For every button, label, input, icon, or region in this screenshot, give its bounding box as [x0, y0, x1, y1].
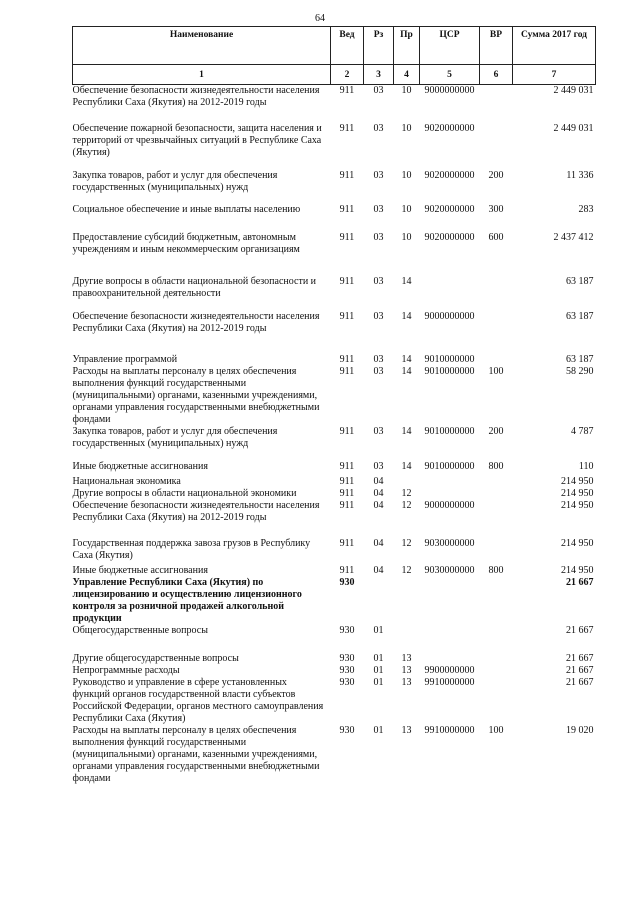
cell-rz: 03 — [373, 85, 384, 96]
cell-sum: 214 950 — [561, 565, 594, 576]
cell-ved: 911 — [339, 488, 355, 499]
cell-vr: 800 — [488, 461, 504, 472]
cell-pr — [394, 476, 420, 488]
cell-csr — [420, 476, 480, 488]
cell-sum: 214 950 — [561, 488, 594, 499]
cell-csr — [420, 488, 480, 500]
cell-ved: 911 — [339, 500, 355, 511]
cell-name: Обеспечение пожарной безопасности, защита населения и территорий от чрезвычайных ситуаций в Республике Саха (Якутия) — [72, 123, 322, 158]
table-row — [73, 488, 596, 500]
cell-pr: 13 — [401, 665, 412, 676]
cell-pr — [394, 625, 420, 653]
cell-rz: 01 — [373, 665, 384, 676]
cell-csr: 9030000000 — [424, 538, 475, 549]
budget-table — [72, 26, 596, 822]
cell-rz: 03 — [373, 276, 384, 287]
cell-pr: 14 — [401, 311, 412, 322]
cell-rz: 03 — [373, 204, 384, 215]
cell-rz: 04 — [373, 565, 384, 576]
cell-vr — [480, 85, 513, 124]
cell-sum: 63 187 — [566, 276, 594, 287]
cell-csr: 9000000000 — [424, 311, 475, 322]
cell-vr — [480, 276, 513, 311]
cell-vr — [480, 577, 513, 625]
cell-rz — [364, 577, 394, 625]
cell-ved: 911 — [339, 170, 355, 181]
cell-name: Непрограммные расходы — [72, 665, 180, 676]
cell-ved: 930 — [339, 665, 355, 676]
cell-vr: 100 — [488, 725, 504, 736]
cell-sum: 214 950 — [561, 500, 594, 511]
cell-sum: 110 — [578, 461, 594, 472]
cell-vr — [480, 500, 513, 538]
cell-ved: 911 — [339, 476, 355, 487]
table-row — [73, 577, 596, 625]
cell-pr: 12 — [401, 565, 412, 576]
cell-ved: 911 — [339, 204, 355, 215]
cell-rz: 04 — [373, 476, 384, 487]
cell-csr — [420, 577, 480, 625]
cell-vr: 200 — [488, 426, 504, 437]
cell-rz: 01 — [373, 653, 384, 664]
cell-rz: 04 — [373, 538, 384, 549]
col-number: 5 — [420, 65, 480, 85]
cell-pr: 10 — [401, 85, 412, 96]
cell-name: Руководство и управление в сфере установленных функций органов государственной власти субъектов Российской Федерации, органов местного самоуправления Республики Саха (Якутия) — [72, 677, 324, 724]
table-row — [73, 123, 596, 170]
cell-pr: 10 — [401, 123, 412, 134]
table-row — [73, 426, 596, 461]
cell-ved: 911 — [339, 276, 355, 287]
cell-csr — [420, 625, 480, 653]
cell-rz: 03 — [373, 354, 384, 365]
column-number-row — [73, 65, 596, 85]
cell-ved: 911 — [339, 232, 355, 243]
cell-name: Иные бюджетные ассигнования — [72, 565, 208, 576]
cell-rz: 03 — [373, 170, 384, 181]
cell-csr: 9010000000 — [424, 461, 475, 472]
cell-vr: 800 — [488, 565, 504, 576]
cell-name: Социальное обеспечение и иные выплаты населению — [72, 204, 301, 215]
cell-pr: 12 — [401, 538, 412, 549]
cell-sum: 2 437 412 — [553, 232, 594, 243]
cell-ved: 911 — [339, 565, 355, 576]
col-header-ved: Вед — [331, 27, 364, 65]
cell-vr: 600 — [488, 232, 504, 243]
cell-name: Другие вопросы в области национальной экономики — [72, 488, 297, 499]
table-row — [73, 500, 596, 538]
col-number: 3 — [364, 65, 394, 85]
cell-ved: 911 — [339, 538, 355, 549]
cell-name: Другие вопросы в области национальной безопасности и правоохранительной деятельности — [72, 276, 317, 299]
cell-vr: 200 — [488, 170, 504, 181]
cell-rz: 01 — [373, 625, 384, 636]
cell-vr — [480, 625, 513, 653]
cell-rz: 01 — [373, 677, 384, 688]
table-row — [73, 311, 596, 354]
cell-vr — [480, 354, 513, 366]
cell-vr — [480, 665, 513, 677]
cell-name: Закупка товаров, работ и услуг для обеспечения государственных (муниципальных) нужд — [72, 426, 278, 449]
cell-name: Управление программой — [72, 354, 178, 365]
cell-ved: 930 — [339, 725, 355, 736]
cell-vr — [480, 538, 513, 565]
cell-pr: 14 — [401, 366, 412, 377]
table-row — [73, 725, 596, 822]
cell-csr — [420, 653, 480, 665]
cell-ved: 911 — [339, 123, 355, 134]
cell-csr: 9010000000 — [424, 366, 475, 377]
cell-rz: 03 — [373, 232, 384, 243]
cell-sum: 283 — [578, 204, 594, 215]
table-row — [73, 276, 596, 311]
cell-name: Национальная экономика — [72, 476, 181, 487]
cell-name: Государственная поддержка завоза грузов в Республику Саха (Якутия) — [72, 538, 311, 561]
cell-sum: 21 667 — [566, 665, 594, 676]
col-number: 6 — [480, 65, 513, 85]
cell-ved: 911 — [339, 426, 355, 437]
cell-csr: 9910000000 — [424, 725, 475, 736]
table-row — [73, 565, 596, 577]
cell-sum: 19 020 — [566, 725, 594, 736]
cell-rz: 04 — [373, 500, 384, 511]
cell-name: Закупка товаров, работ и услуг для обеспечения государственных (муниципальных) нужд — [72, 170, 278, 193]
col-header-vr: ВР — [480, 27, 513, 65]
table-row — [73, 85, 596, 124]
col-header-pr: Пр — [394, 27, 420, 65]
cell-ved: 911 — [339, 311, 355, 322]
cell-vr — [480, 488, 513, 500]
page-number: 64 — [315, 13, 325, 24]
col-header-name: Наименование — [73, 27, 331, 65]
cell-csr: 9010000000 — [424, 354, 475, 365]
cell-name: Обеспечение безопасности жизнедеятельности населения Республики Саха (Якутия) на 2012-2019 годы — [72, 311, 320, 334]
cell-name: Предоставление субсидий бюджетным, автономным учреждениям и иным некоммерческим организациям — [72, 232, 300, 255]
table-row — [73, 538, 596, 565]
cell-vr — [480, 311, 513, 354]
cell-csr: 9020000000 — [424, 204, 475, 215]
cell-csr: 9020000000 — [424, 123, 475, 134]
cell-vr — [480, 476, 513, 488]
table-row — [73, 366, 596, 426]
cell-rz: 03 — [373, 426, 384, 437]
cell-name: Иные бюджетные ассигнования — [72, 461, 208, 472]
cell-name: Общегосударственные вопросы — [72, 625, 208, 636]
cell-sum: 63 187 — [566, 311, 594, 322]
cell-sum: 21 667 — [566, 653, 594, 664]
cell-sum: 214 950 — [561, 538, 594, 549]
col-number: 4 — [394, 65, 420, 85]
cell-name: Обеспечение безопасности жизнедеятельности населения Республики Саха (Якутия) на 2012-2019 годы — [72, 500, 320, 523]
cell-pr: 13 — [401, 725, 412, 736]
cell-rz: 03 — [373, 461, 384, 472]
cell-sum: 63 187 — [566, 354, 594, 365]
cell-pr: 10 — [401, 170, 412, 181]
cell-pr: 12 — [401, 500, 412, 511]
cell-rz: 04 — [373, 488, 384, 499]
col-header-csr: ЦСР — [420, 27, 480, 65]
header-row — [73, 27, 596, 65]
cell-rz: 01 — [373, 725, 384, 736]
cell-pr: 12 — [401, 488, 412, 499]
cell-csr: 9010000000 — [424, 426, 475, 437]
cell-sum: 214 950 — [561, 476, 594, 487]
table-row — [73, 665, 596, 677]
cell-csr: 9000000000 — [424, 85, 475, 96]
table-row — [73, 232, 596, 276]
cell-sum: 2 449 031 — [553, 123, 594, 134]
cell-csr: 9910000000 — [424, 677, 475, 688]
cell-ved: 911 — [339, 366, 355, 377]
col-number: 2 — [331, 65, 364, 85]
col-number: 1 — [73, 65, 331, 85]
cell-rz: 03 — [373, 311, 384, 322]
cell-csr — [420, 276, 480, 311]
cell-ved: 911 — [339, 461, 355, 472]
cell-pr: 13 — [401, 653, 412, 664]
cell-csr: 9000000000 — [424, 500, 475, 511]
cell-vr — [480, 653, 513, 665]
cell-csr: 9030000000 — [424, 565, 475, 576]
table-row — [73, 653, 596, 665]
cell-ved: 930 — [339, 625, 355, 636]
cell-sum: 21 667 — [566, 677, 594, 688]
col-header-rz: Рз — [364, 27, 394, 65]
cell-rz: 03 — [373, 123, 384, 134]
cell-name: Расходы на выплаты персоналу в целях обеспечения выполнения функций государственными (муниципальными) органами, казенными учреждениями, органами управления государственными внебюджетными фондами — [72, 366, 320, 425]
table-row — [73, 204, 596, 232]
cell-ved: 911 — [339, 85, 355, 96]
cell-csr: 9020000000 — [424, 170, 475, 181]
cell-sum: 4 787 — [571, 426, 594, 437]
table-row — [73, 476, 596, 488]
table-row — [73, 461, 596, 476]
cell-csr: 9020000000 — [424, 232, 475, 243]
cell-sum: 58 290 — [566, 366, 594, 377]
cell-sum: 11 336 — [566, 170, 594, 181]
cell-name: Обеспечение безопасности жизнедеятельности населения Республики Саха (Якутия) на 2012-2019 годы — [72, 85, 320, 108]
cell-ved: 911 — [339, 354, 355, 365]
table-body — [73, 85, 596, 823]
cell-pr: 10 — [401, 204, 412, 215]
table-row — [73, 170, 596, 204]
cell-name: Управление Республики Саха (Якутия) по лицензированию и осуществлению лицензионного контроля за розничной продажей алкогольной продукции — [72, 577, 302, 624]
cell-sum: 21 667 — [566, 625, 594, 636]
table-row — [73, 354, 596, 366]
cell-sum: 21 667 — [566, 577, 594, 588]
cell-ved: 930 — [339, 577, 355, 588]
table-row — [73, 677, 596, 725]
col-number: 7 — [513, 65, 596, 85]
cell-sum: 2 449 031 — [553, 85, 594, 96]
cell-pr: 14 — [401, 354, 412, 365]
cell-vr: 100 — [488, 366, 504, 377]
cell-pr: 13 — [401, 677, 412, 688]
col-header-sum: Сумма 2017 год — [513, 27, 596, 65]
cell-name: Расходы на выплаты персоналу в целях обеспечения выполнения функций государственными (муниципальными) органами, казенными учреждениями, органами управления государственными внебюджетными фондами — [72, 725, 320, 784]
cell-csr: 9900000000 — [424, 665, 475, 676]
cell-pr: 14 — [401, 426, 412, 437]
cell-pr: 10 — [401, 232, 412, 243]
cell-ved: 930 — [339, 653, 355, 664]
cell-pr: 14 — [401, 461, 412, 472]
cell-ved: 930 — [339, 677, 355, 688]
cell-name: Другие общегосударственные вопросы — [72, 653, 239, 664]
table-row — [73, 625, 596, 653]
cell-pr — [394, 577, 420, 625]
cell-rz: 03 — [373, 366, 384, 377]
cell-vr: 300 — [488, 204, 504, 215]
cell-vr — [480, 123, 513, 170]
cell-pr: 14 — [401, 276, 412, 287]
cell-vr — [480, 677, 513, 725]
